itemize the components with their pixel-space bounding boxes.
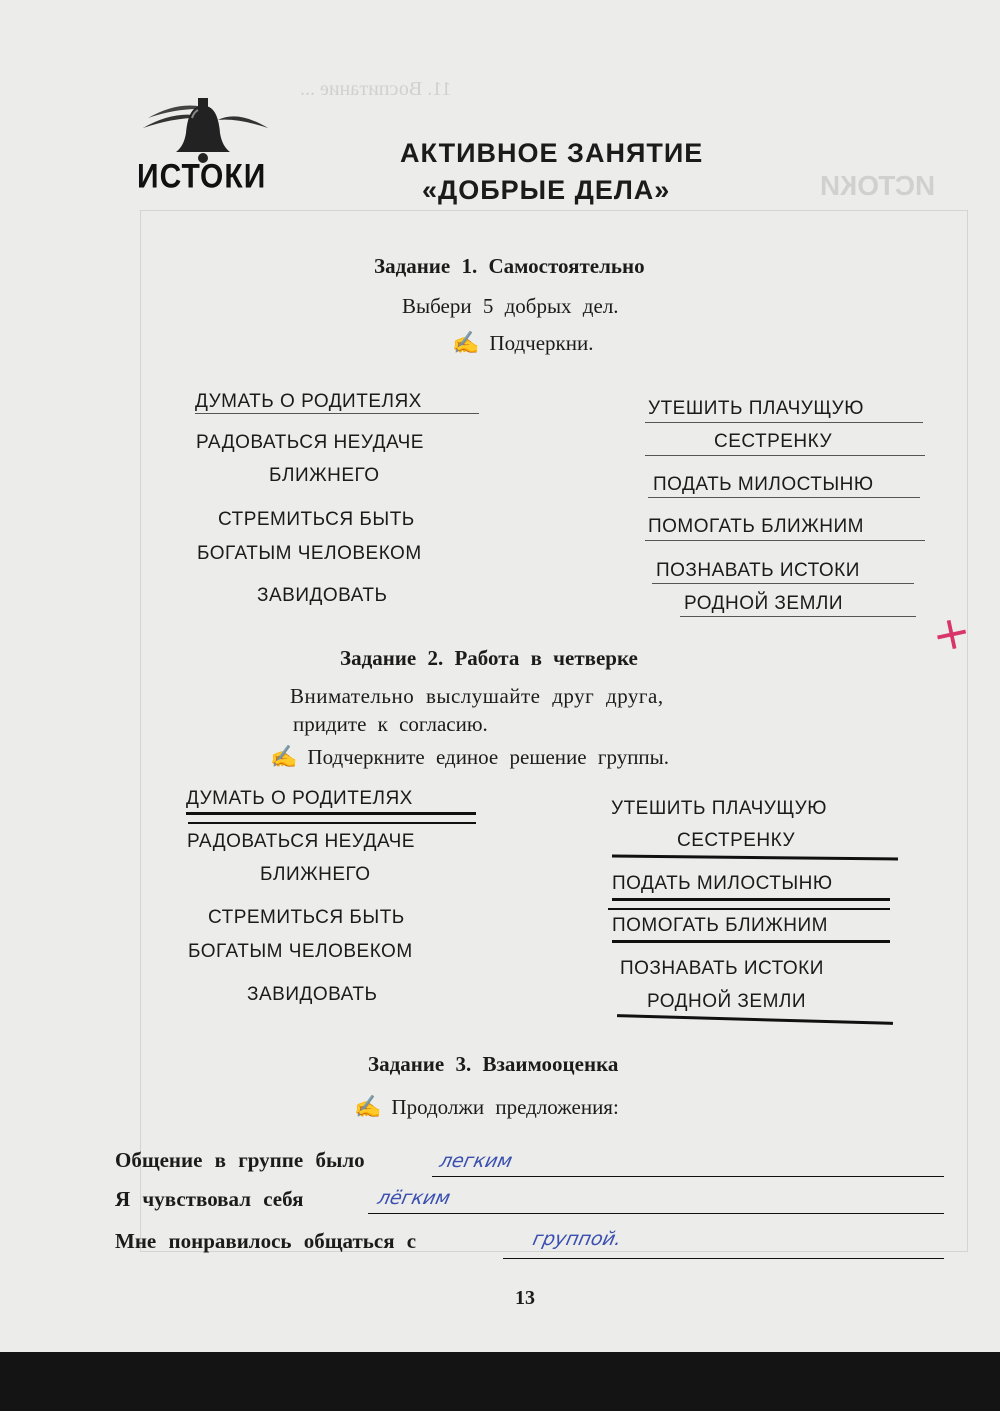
logo-text: ИСТОКИ [137, 157, 267, 196]
scan-background [0, 1352, 1000, 1411]
task3-sentence-3-answer[interactable]: группой. [530, 1228, 624, 1250]
task1-instruction: Выбери 5 добрых дел. [402, 294, 619, 318]
task3-sentence-2-answer[interactable]: лёгким [375, 1187, 453, 1209]
bleed-through-logo: ИСТОКИ [820, 170, 936, 201]
task2-underline [612, 898, 890, 901]
task1-option-left-5[interactable]: БОГАТЫМ ЧЕЛОВЕКОМ [197, 543, 422, 564]
task1-option-right-4[interactable]: ПОМОГАТЬ БЛИЖНИМ [648, 516, 864, 537]
task1-option-left-4[interactable]: СТРЕМИТЬСЯ БЫТЬ [218, 509, 415, 530]
task1-option-right-3[interactable]: ПОДАТЬ МИЛОСТЫНЮ [653, 474, 874, 495]
task2-option-left-1[interactable]: ДУМАТЬ О РОДИТЕЛЯХ [186, 788, 413, 809]
task2-option-right-1[interactable]: УТЕШИТЬ ПЛАЧУЩУЮ [611, 798, 827, 819]
task2-option-left-5[interactable]: БОГАТЫМ ЧЕЛОВЕКОМ [188, 941, 413, 962]
task3-answer-line-2 [368, 1213, 944, 1214]
pencil-icon: ✍ [452, 330, 480, 355]
bell-icon [138, 88, 273, 168]
pencil-icon: ✍ [270, 744, 298, 769]
task2-underline [612, 940, 890, 943]
task2-instruction-1: Внимательно выслушайте друг друга, [290, 684, 664, 708]
task3-heading: Задание 3. Взаимооценка [368, 1052, 619, 1076]
task2-action [270, 744, 669, 770]
task1-option-right-1[interactable]: УТЕШИТЬ ПЛАЧУЩУЮ [648, 398, 864, 419]
task2-option-right-4[interactable]: ПОМОГАТЬ БЛИЖНИМ [612, 915, 828, 936]
task3-answer-line-3 [503, 1258, 944, 1259]
page-number: 13 [515, 1287, 535, 1309]
task1-underline [645, 422, 923, 423]
task2-option-left-2[interactable]: РАДОВАТЬСЯ НЕУДАЧЕ [187, 831, 415, 852]
task2-option-right-5[interactable]: ПОЗНАВАТЬ ИСТОКИ [620, 958, 824, 979]
task3-sentence-1-prompt: Общение в группе было [115, 1148, 365, 1172]
task2-option-left-4[interactable]: СТРЕМИТЬСЯ БЫТЬ [208, 907, 405, 928]
bleed-through-text: 11. Воспитание ... [300, 78, 452, 100]
task1-underline [680, 616, 916, 617]
task1-action [452, 330, 593, 356]
task2-option-right-2[interactable]: СЕСТРЕНКУ [677, 830, 796, 851]
task2-action-label: Подчеркните единое решение группы. [307, 745, 670, 769]
task3-action [354, 1094, 619, 1120]
task2-option-left-3[interactable]: БЛИЖНЕГО [260, 864, 371, 885]
task1-option-right-6[interactable]: РОДНОЙ ЗЕМЛИ [684, 593, 844, 614]
task1-underline [648, 497, 920, 498]
task2-option-right-6[interactable]: РОДНОЙ ЗЕМЛИ [647, 991, 807, 1012]
task2-underline [186, 812, 476, 815]
task2-option-left-6[interactable]: ЗАВИДОВАТЬ [247, 984, 378, 1005]
page-title-line-1: АКТИВНОЕ ЗАНЯТИЕ [400, 138, 704, 168]
task3-sentence-3-prompt: Мне понравилось общаться с [115, 1229, 417, 1253]
task1-underline [645, 455, 925, 456]
task1-option-right-2[interactable]: СЕСТРЕНКУ [714, 431, 833, 452]
task3-answer-line-1 [432, 1176, 944, 1177]
task2-option-right-3[interactable]: ПОДАТЬ МИЛОСТЫНЮ [612, 873, 833, 894]
task2-instruction-2: придите к согласию. [293, 712, 488, 736]
task1-heading: Задание 1. Самостоятельно [374, 254, 645, 278]
task3-sentence-2-prompt: Я чувствовал себя [115, 1187, 304, 1211]
task2-underline [188, 822, 476, 824]
task1-option-left-6[interactable]: ЗАВИДОВАТЬ [257, 585, 388, 606]
grade-plus-mark: + [926, 602, 976, 664]
task1-option-right-5[interactable]: ПОЗНАВАТЬ ИСТОКИ [656, 560, 860, 581]
task1-underline [195, 413, 479, 414]
task3-sentence-1-answer[interactable]: легким [437, 1150, 515, 1172]
task1-option-left-3[interactable]: БЛИЖНЕГО [269, 465, 380, 486]
task2-heading: Задание 2. Работа в четверке [340, 646, 638, 670]
page-title-line-2: «ДОБРЫЕ ДЕЛА» [422, 175, 671, 205]
task3-action-label: Продолжи предложения: [391, 1095, 619, 1119]
task1-action-label: Подчеркни. [489, 331, 594, 355]
task2-underline [608, 908, 890, 910]
task1-underline [652, 583, 914, 584]
task1-option-left-1[interactable]: ДУМАТЬ О РОДИТЕЛЯХ [195, 391, 422, 412]
task1-option-left-2[interactable]: РАДОВАТЬСЯ НЕУДАЧЕ [196, 432, 424, 453]
task1-underline [645, 540, 925, 541]
pencil-icon: ✍ [354, 1094, 382, 1119]
